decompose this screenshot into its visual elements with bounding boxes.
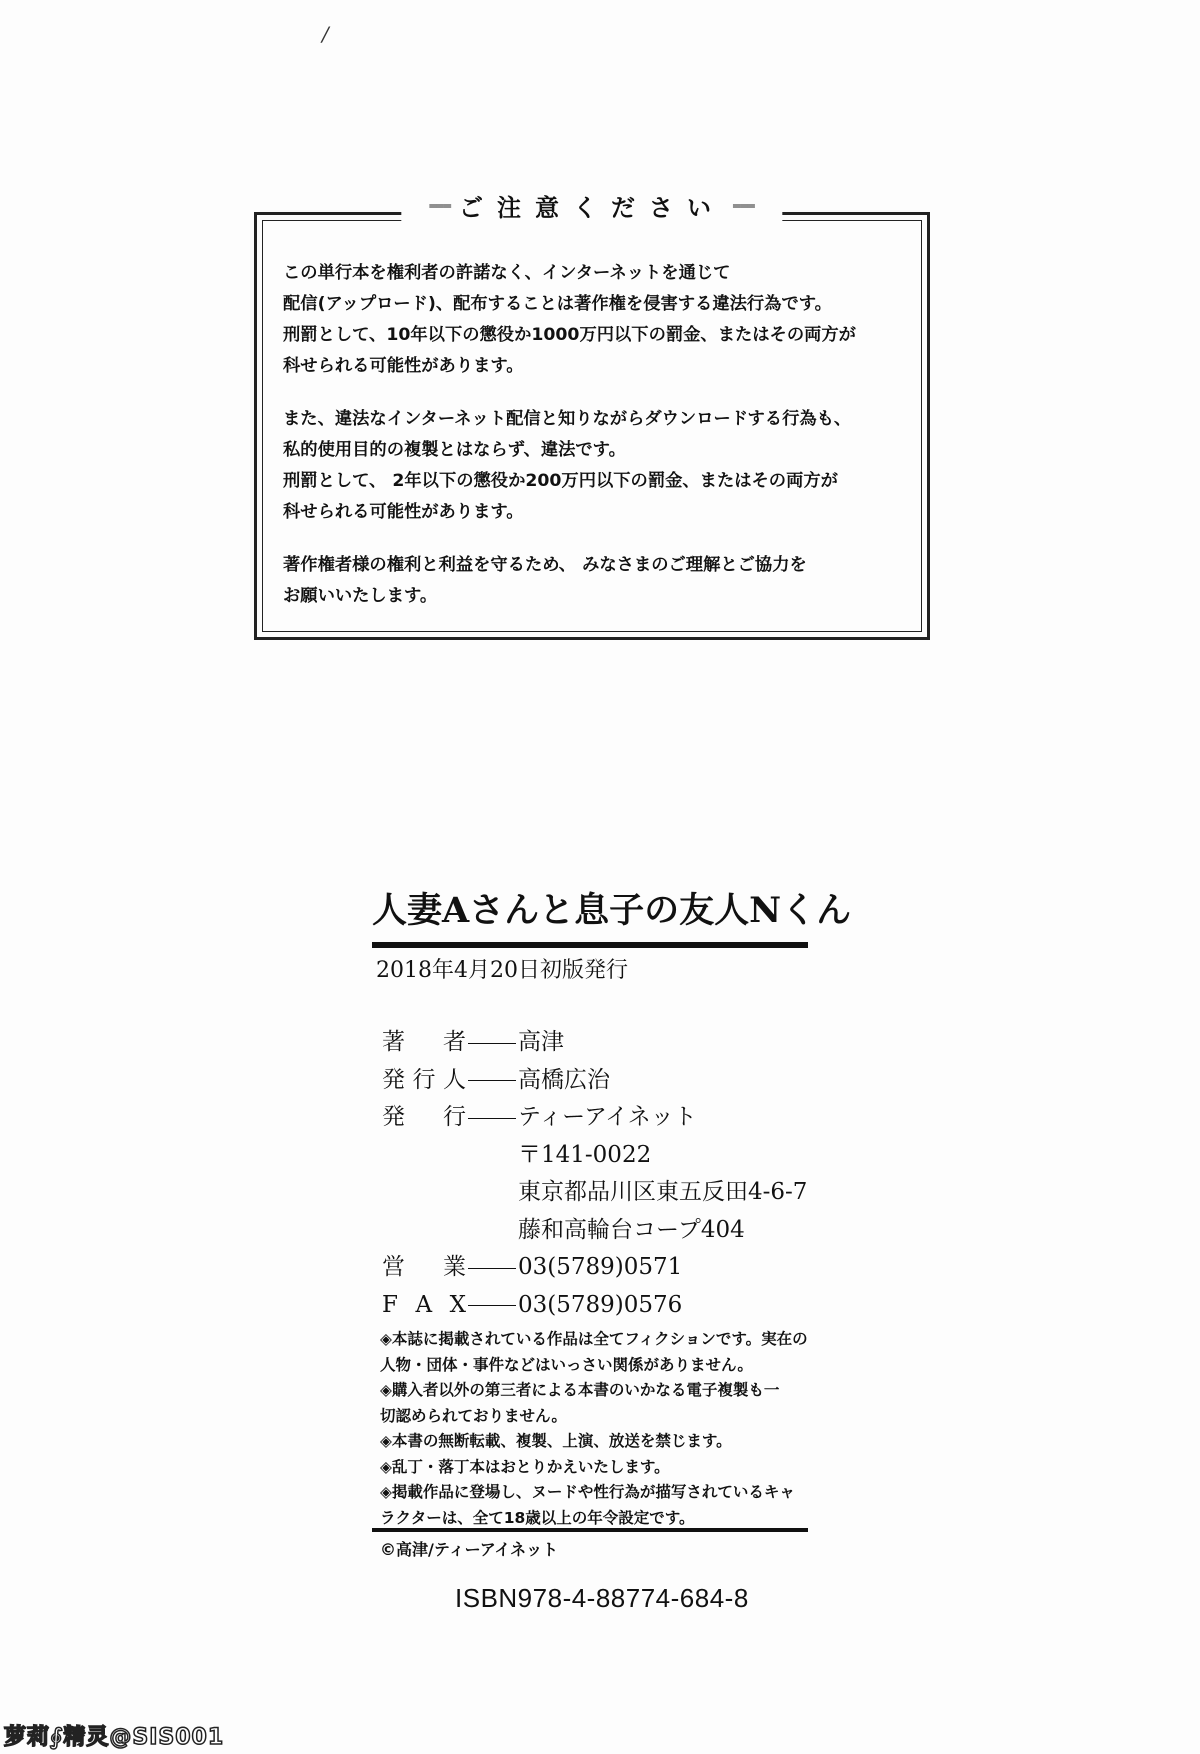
book-title: 人妻Aさんと息子の友人Nくん <box>372 890 852 931</box>
note-line: 人物・団体・事件などはいっさい関係がありません。 <box>380 1355 753 1374</box>
notice-paragraph-2 <box>283 404 903 528</box>
stray-pen-mark: / <box>322 22 329 46</box>
credit-value: 高津 <box>518 1029 564 1055</box>
contact-label: F A X <box>382 1291 466 1318</box>
credit-label: 著 者 <box>382 1029 466 1055</box>
notice-line: 私的使用目的の複製とはならず、違法です。 <box>283 440 626 460</box>
note-line: ◈購入者以外の第三者による本書のいかなる電子複製も一 <box>380 1381 780 1399</box>
contact-value: 03(5789)0571 <box>518 1254 683 1280</box>
contact-label: 営 業 <box>382 1254 466 1280</box>
title-ornament-right: ═══ <box>733 198 755 213</box>
copyright-line: ©高津/ティーアイネット <box>380 1540 559 1559</box>
contact-dash <box>466 1249 518 1287</box>
contact-value: 03(5789)0576 <box>518 1291 683 1318</box>
contact-row-sales <box>382 1249 807 1287</box>
publication-date: 2018年4月20日初版発行 <box>376 958 628 983</box>
legal-notes <box>380 1327 808 1531</box>
credit-value: 高橋広治 <box>518 1066 610 1093</box>
note-line: ◈乱丁・落丁本はおとりかえいたします。 <box>380 1457 670 1476</box>
contact-row-fax <box>382 1287 807 1325</box>
isbn: ISBN978-4-88774-684-8 <box>455 1583 749 1613</box>
address-line-1: 東京都品川区東五反田4-6-7 <box>518 1179 808 1205</box>
notice-line: 科せられる可能性があります。 <box>283 502 524 522</box>
credit-row-publisher-person <box>382 1062 807 1100</box>
credit-row-publisher <box>382 1099 807 1137</box>
watermark: 萝莉∮精灵@SIS001 <box>4 1725 225 1750</box>
credits-block <box>382 1024 807 1324</box>
notice-title-text: ご注意ください <box>459 194 725 222</box>
note-line: ラクターは、全て18歳以上の年令設定です。 <box>380 1508 695 1527</box>
credit-dash <box>466 1024 518 1062</box>
note-line: ◈掲載作品に登場し、ヌードや性行為が描写されているキャ <box>380 1483 795 1501</box>
note-line: ◈本誌に掲載されている作品は全てフィクションです。実在の <box>380 1330 808 1348</box>
notice-line: 刑罰として、10年以下の懲役か1000万円以下の罰金、またはその両方が <box>283 325 856 345</box>
credit-row-author <box>382 1024 807 1062</box>
credit-dash <box>466 1062 518 1100</box>
note-line: 切認められておりません。 <box>380 1406 567 1425</box>
credit-label: 発 行 <box>382 1104 466 1130</box>
note-line: ◈本書の無断転載、複製、上演、放送を禁じます。 <box>380 1432 732 1450</box>
notice-title <box>401 188 782 223</box>
notice-line: また、違法なインターネット配信と知りながらダウンロードする行為も、 <box>283 409 852 429</box>
notice-line: この単行本を権利者の許諾なく、インターネットを通じて <box>283 263 731 283</box>
notice-body <box>283 258 903 634</box>
notice-line: 配信(アップロード)、配布することは著作権を侵害する違法行為です。 <box>283 294 832 314</box>
title-rule <box>372 942 808 948</box>
address-postal-code: 〒141-0022 <box>518 1141 652 1168</box>
contact-dash <box>466 1287 518 1325</box>
notice-paragraph-3 <box>283 550 903 612</box>
credit-value: ティーアイネット <box>518 1104 697 1130</box>
title-ornament-left: ═══ <box>429 198 451 213</box>
credit-dash <box>466 1099 518 1137</box>
notice-paragraph-1 <box>283 258 903 382</box>
notice-line: お願いいたします。 <box>283 586 438 606</box>
notice-line: 刑罰として、 2年以下の懲役か200万円以下の罰金、またはその両方が <box>283 471 838 491</box>
notice-line: 科せられる可能性があります。 <box>283 356 524 376</box>
notice-line: 著作権者様の権利と利益を守るため、 みなさまのご理解とご協力を <box>283 555 807 575</box>
credit-label: 発行人 <box>382 1066 466 1093</box>
notes-rule <box>372 1528 808 1532</box>
address-line-2: 藤和高輪台コープ404 <box>518 1216 745 1243</box>
copyright-notice-box <box>254 194 930 640</box>
